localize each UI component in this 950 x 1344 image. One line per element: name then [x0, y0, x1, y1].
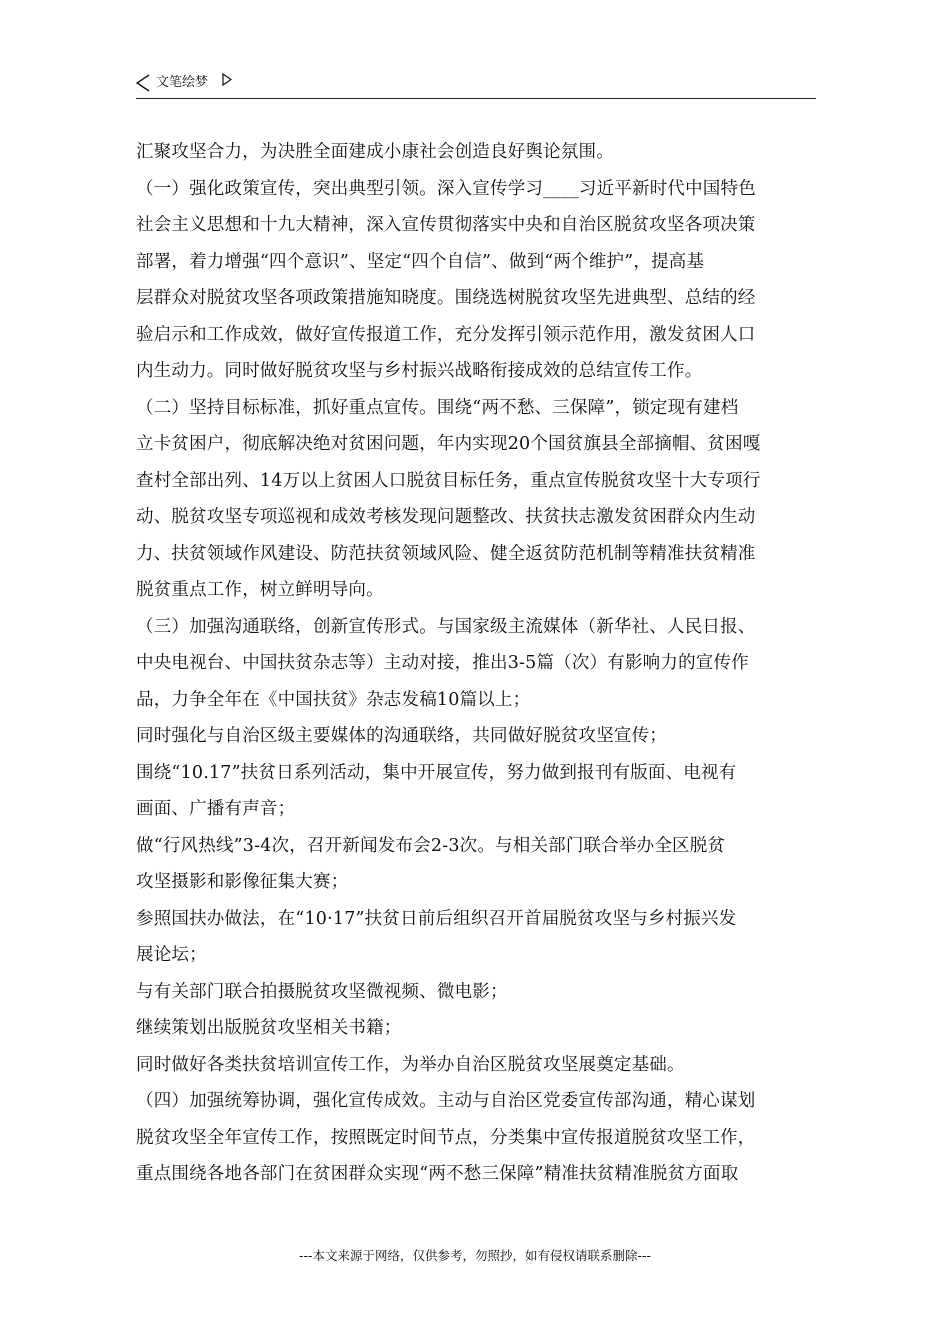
footer-disclaimer: ---本文来源于网络，仅供参考，勿照抄，如有侵权请联系删除---	[298, 1248, 652, 1263]
page-header	[136, 72, 816, 99]
text-line: 脱贫重点工作，树立鲜明导向。	[136, 580, 384, 600]
text-line: 做“行风热线”3-4次，召开新闻发布会2-3次。与相关部门联合举办全区脱贫	[136, 835, 726, 856]
text-line: 重点围绕各地各部门在贫困群众实现“两不愁三保障”精准扶贫精准脱贫方面取	[136, 1164, 739, 1184]
text-line: 验启示和工作成效，做好宣传报道工作，充分发挥引领示范作用，激发贫困人口	[136, 324, 756, 345]
text-line: 汇聚攻坚合力，为决胜全面建成小康社会创造良好舆论氛围。	[136, 142, 614, 162]
text-line: 力、扶贫领域作风建设、防范扶贫领域风险、健全返贫防范机制等精准扶贫精准	[136, 543, 756, 564]
text-line: 立卡贫困户，彻底解决绝对贫困问题，年内实现20个国贫旗县全部摘帽、贫困嘎	[136, 434, 761, 454]
text-line: 动、脱贫攻坚专项巡视和成效考核发现问题整改、扶贫扶志激发贫困群众内生动	[136, 507, 756, 527]
document-body	[136, 134, 826, 1193]
text-line: （三）加强沟通联络，创新宣传形式。与国家级主流媒体（新华社、人民日报、	[136, 616, 756, 637]
text-line: （二）坚持目标标准，抓好重点宣传。围绕“两不愁、三保障”，锁定现有建档	[136, 397, 739, 418]
text-line: 同时做好各类扶贫培训宣传工作，为举办自治区脱贫攻坚展奠定基础。	[136, 1054, 685, 1075]
header-brand: 文笔绘梦	[156, 75, 209, 90]
text-line: 与有关部门联合拍摄脱贫攻坚微视频、微电影；	[136, 981, 508, 1002]
text-line: 画面、广播有声音；	[136, 799, 296, 819]
text-line: 脱贫攻坚全年宣传工作，按照既定时间节点，分类集中宣传报道脱贫攻坚工作，	[136, 1127, 756, 1148]
text-line: 查村全部出列、14万以上贫困人口脱贫目标任务，重点宣传脱贫攻坚十大专项行	[136, 470, 761, 491]
text-line: 中央电视台、中国扶贫杂志等）主动对接，推出3-5篇（次）有影响力的宣传作	[136, 653, 749, 673]
text-line: 内生动力。同时做好脱贫攻坚与乡村振兴战略衔接成效的总结宣传工作。	[136, 361, 703, 381]
text-line: （四）加强统筹协调，强化宣传成效。主动与自治区党委宣传部沟通，精心谋划	[136, 1091, 756, 1111]
text-line: 攻坚摄影和影像征集大赛；	[136, 872, 349, 892]
text-line: 品，力争全年在《中国扶贫》杂志发稿10篇以上；	[136, 689, 531, 710]
text-line: 层群众对脱贫攻坚各项政策措施知晓度。围绕选树脱贫攻坚先进典型、总结的经	[136, 288, 756, 308]
text-line: 展论坛；	[136, 945, 207, 965]
triangle-left-icon	[136, 74, 150, 92]
text-line: 参照国扶办做法，在“10·17”扶贫日前后组织召开首届脱贫攻坚与乡村振兴发	[136, 908, 737, 929]
triangle-right-icon	[222, 73, 232, 86]
text-line: 同时强化与自治区级主要媒体的沟通联络，共同做好脱贫攻坚宣传；	[136, 726, 667, 746]
text-line: （一）强化政策宣传，突出典型引领。深入宣传学习____习近平新时代中国特色	[136, 178, 756, 199]
text-line: 继续策划出版脱贫攻坚相关书籍；	[136, 1018, 402, 1038]
text-line: 围绕“10.17”扶贫日系列活动，集中开展宣传，努力做到报刊有版面、电视有	[136, 762, 737, 783]
text-line: 社会主义思想和十九大精神，深入宣传贯彻落实中央和自治区脱贫攻坚各项决策	[136, 215, 756, 235]
text-line: 部署，着力增强“四个意识”、坚定“四个自信”、做到“两个维护”，提高基	[136, 251, 705, 272]
